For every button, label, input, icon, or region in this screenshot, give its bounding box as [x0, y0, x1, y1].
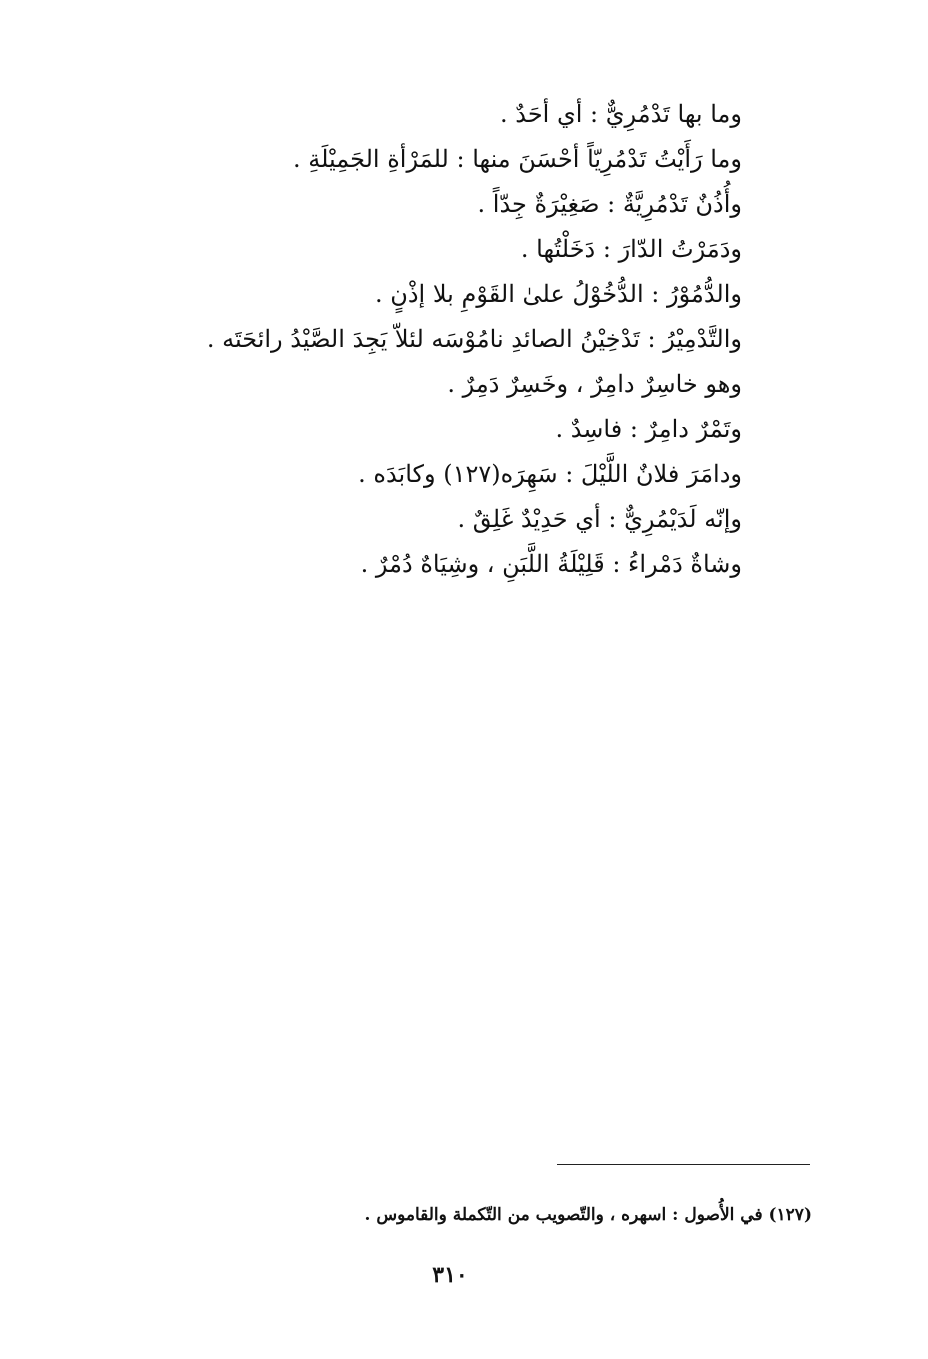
- text-line: وأُذُنٌ تَدْمُرِيَّةٌ : صَغِيْرَةٌ جِدّاً .: [477, 190, 742, 218]
- text-line: وما بها تَدْمُرِيٌّ : أي أحَدٌ .: [499, 100, 742, 128]
- page-number: ٣١٠: [432, 1262, 468, 1288]
- text-line: والتَّدْمِيْرُ : تَدْخِيْنُ الصائدِ نامُوْسَه لئلاّ يَجِدَ الصَّيْدُ رائحَتَه .: [206, 325, 742, 353]
- text-line: ودَمَرْتُ الدّارَ : دَخَلْتُها .: [520, 235, 742, 263]
- text-line: وهو خاسِرٌ دامِرٌ ، وخَسِرٌ دَمِرٌ .: [447, 370, 742, 398]
- text-line: والدُّمُوْرُ : الدُّخُوْلُ علىٰ القَوْمِ بلا إذْنٍ .: [374, 280, 742, 308]
- footnote: (١٢٧) في الأُصول : اسهره ، والتّصويب من التّكملة والقاموس .: [364, 1205, 812, 1225]
- footnote-divider: [557, 1164, 810, 1165]
- text-line: وما رَأَيْتُ تَدْمُرِيّاً أحْسَنَ منها : للمَرْأةِ الجَمِيْلَةِ .: [292, 145, 742, 173]
- text-line: وإنّه لَدَيْمُرِيٌّ : أي حَدِيْدٌ غَلِقٌ .: [457, 505, 742, 533]
- body-text: [182, 92, 742, 587]
- text-line: وتَمْرٌ دامِرٌ : فاسِدٌ .: [555, 415, 742, 443]
- text-line: ودامَرَ فلانٌ اللَّيْلَ : سَهِرَه(١٢٧) وكابَدَه .: [358, 460, 742, 488]
- text-line: وشاةٌ دَمْراءُ : قَلِيْلَةُ اللَّبَنِ ، وشِيَاهٌ دُمْرٌ .: [360, 550, 742, 578]
